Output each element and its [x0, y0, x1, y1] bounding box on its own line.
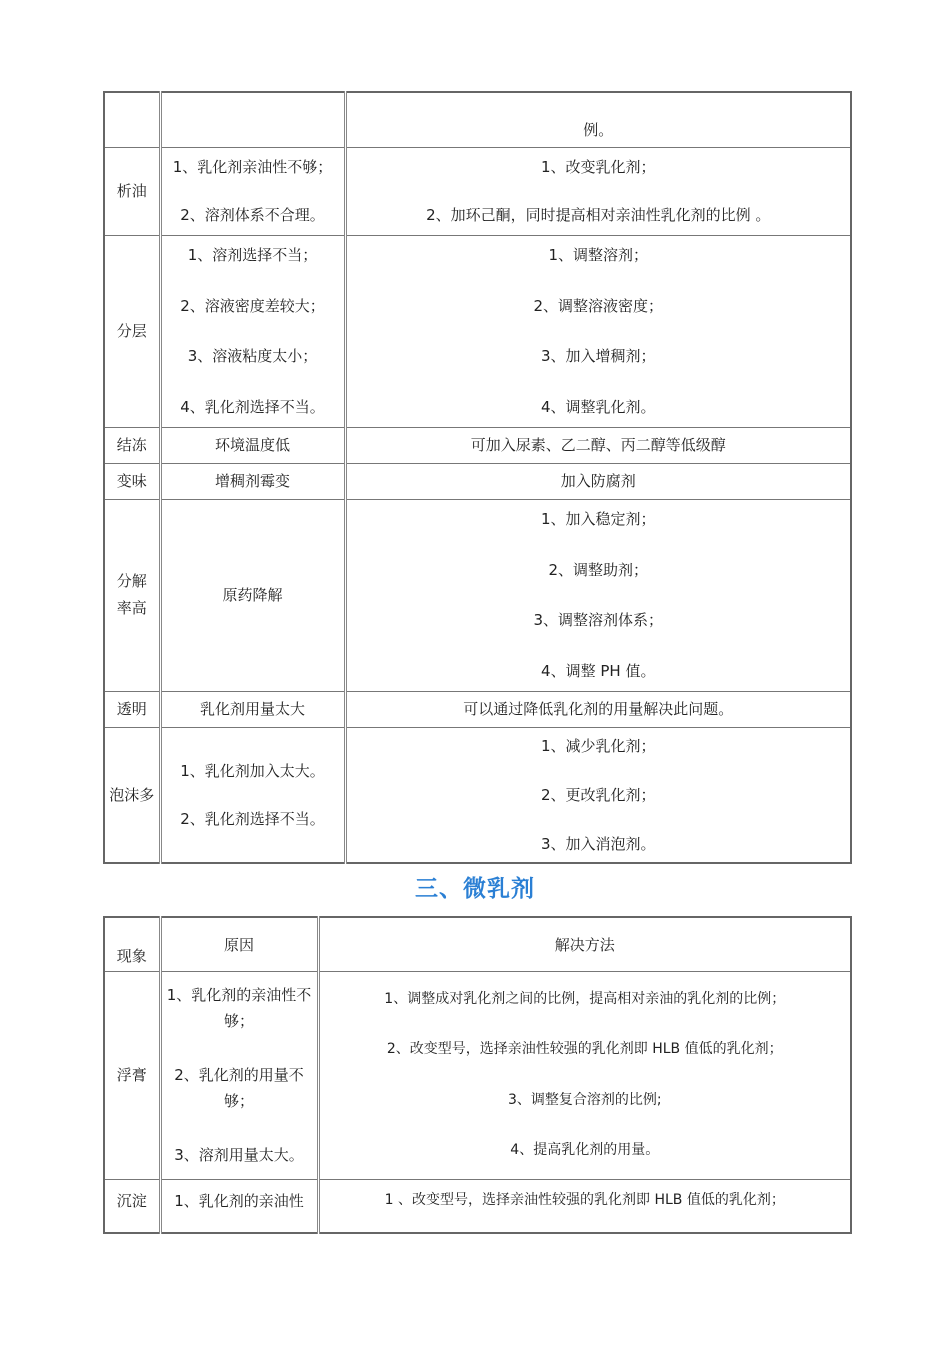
table-row	[104, 235, 851, 427]
header-cause: 原因	[160, 917, 318, 971]
table-row	[104, 1179, 851, 1233]
cause-cell: 1、乳化剂的亲油性	[160, 1179, 318, 1233]
phenomenon-cell: 浮膏	[104, 971, 160, 1179]
solution-cell: 例。	[345, 92, 851, 147]
cause-cell: 1、乳化剂的亲油性不够； 2、乳化剂的用量不够； 3、溶剂用量太大。	[160, 971, 318, 1179]
phenomenon-cell	[104, 92, 160, 147]
cause-cell: 原药降解	[160, 499, 345, 691]
phenomenon-cell: 结冻	[104, 427, 160, 463]
solution-cell: 1、加入稳定剂； 2、调整助剂； 3、调整溶剂体系； 4、调整 PH 值。	[345, 499, 851, 691]
solution-cell: 可加入尿素、乙二醇、丙二醇等低级醇	[345, 427, 851, 463]
table-row	[104, 971, 851, 1179]
phenomenon-cell: 析油	[104, 147, 160, 235]
phenomenon-cell: 透明	[104, 691, 160, 727]
solution-cell: 1、减少乳化剂； 2、更改乳化剂； 3、加入消泡剂。	[345, 727, 851, 863]
phenomenon-cell: 分解率高	[104, 499, 160, 691]
cause-cell: 增稠剂霉变	[160, 463, 345, 499]
table-row	[104, 147, 851, 235]
table-emulsion-problems	[103, 91, 852, 864]
solution-cell: 加入防腐剂	[345, 463, 851, 499]
section-title: 三、微乳剂	[415, 876, 535, 902]
solution-cell: 可以通过降低乳化剂的用量解决此问题。	[345, 691, 851, 727]
phenomenon-cell: 沉淀	[104, 1179, 160, 1233]
table-row	[104, 691, 851, 727]
phenomenon-cell: 变味	[104, 463, 160, 499]
cause-cell	[160, 92, 345, 147]
table-header-row	[104, 917, 851, 971]
header-phenomenon: 现象	[104, 917, 160, 971]
cause-cell: 1、乳化剂亲油性不够； 2、溶剂体系不合理。	[160, 147, 345, 235]
solution-cell: 1、调整成对乳化剂之间的比例，提高相对亲油的乳化剂的比例； 2、改变型号，选择亲油性较强的乳化剂即 HLB 值低的乳化剂； 3、调整复合溶剂的比例; 4、提高乳化剂的用量。	[318, 971, 851, 1179]
table-row	[104, 463, 851, 499]
cause-cell: 乳化剂用量太大	[160, 691, 345, 727]
cause-cell: 1、溶剂选择不当； 2、溶液密度差较大； 3、溶液粘度太小； 4、乳化剂选择不当。	[160, 235, 345, 427]
table-microemulsion-problems	[103, 916, 852, 1234]
table-row	[104, 499, 851, 691]
cause-cell: 1、乳化剂加入太大。 2、乳化剂选择不当。	[160, 727, 345, 863]
solution-cell: 1 、改变型号，选择亲油性较强的乳化剂即 HLB 值低的乳化剂；	[318, 1179, 851, 1233]
phenomenon-cell: 泡沫多	[104, 727, 160, 863]
table-row	[104, 427, 851, 463]
table-row	[104, 727, 851, 863]
phenomenon-cell: 分层	[104, 235, 160, 427]
solution-cell: 1、调整溶剂； 2、调整溶液密度； 3、加入增稠剂； 4、调整乳化剂。	[345, 235, 851, 427]
cause-cell: 环境温度低	[160, 427, 345, 463]
header-solution: 解决方法	[318, 917, 851, 971]
solution-cell: 1、改变乳化剂； 2、加环己酮，同时提高相对亲油性乳化剂的比例 。	[345, 147, 851, 235]
table-row	[104, 92, 851, 147]
